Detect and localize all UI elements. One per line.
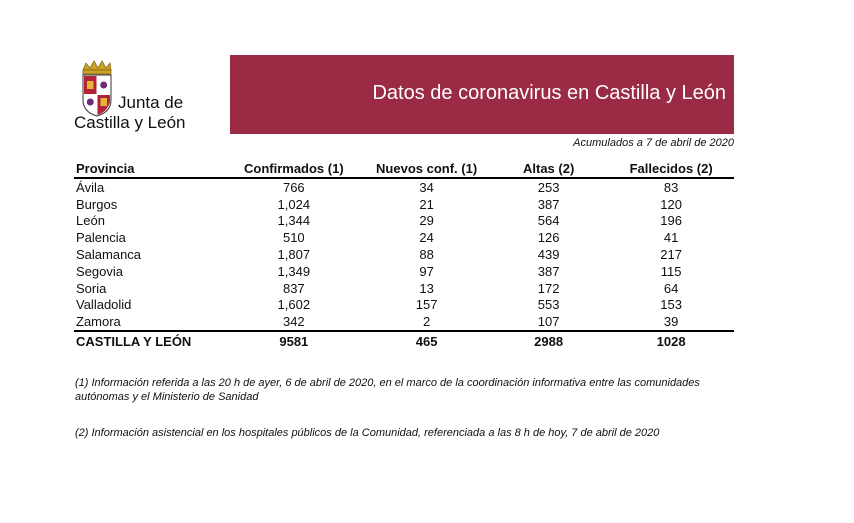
cell-nuevos: 34 bbox=[419, 179, 434, 195]
cell-altas: 564 bbox=[537, 213, 560, 229]
covid-data-table bbox=[74, 159, 734, 350]
junta-logo bbox=[72, 60, 202, 135]
cell-provincia: León bbox=[76, 213, 105, 229]
table-row bbox=[74, 196, 734, 213]
cell-confirmados: 342 bbox=[282, 314, 305, 330]
table-row bbox=[74, 178, 734, 196]
header-fallecidos: Fallecidos (2) bbox=[608, 159, 734, 178]
table-row bbox=[74, 313, 734, 331]
cell-nuevos: 13 bbox=[419, 280, 434, 296]
cell-fallecidos: 115 bbox=[660, 263, 682, 279]
cell-nuevos: 157 bbox=[415, 297, 438, 313]
cell-altas: 253 bbox=[537, 179, 560, 195]
cell-fallecidos: 153 bbox=[660, 297, 682, 313]
cell-nuevos: 24 bbox=[419, 230, 434, 246]
cell-provincia: Burgos bbox=[76, 196, 118, 212]
table-row bbox=[74, 263, 734, 280]
cell-fallecidos: 41 bbox=[663, 230, 679, 246]
cell-confirmados: 837 bbox=[282, 280, 305, 296]
table-row bbox=[74, 229, 734, 246]
total-nuevos: 465 bbox=[364, 331, 489, 350]
cell-fallecidos: 39 bbox=[663, 314, 679, 330]
total-fallecidos: 1028 bbox=[608, 331, 734, 350]
cell-provincia: Valladolid bbox=[76, 297, 132, 313]
header-altas: Altas (2) bbox=[489, 159, 608, 178]
cell-provincia: Ávila bbox=[76, 179, 105, 195]
cell-provincia: Zamora bbox=[76, 314, 121, 330]
date-subtitle: Acumulados a 7 de abril de 2020 bbox=[573, 137, 734, 149]
cell-confirmados: 510 bbox=[282, 230, 305, 246]
cell-fallecidos: 83 bbox=[663, 179, 679, 195]
cell-altas: 107 bbox=[537, 314, 560, 330]
cell-confirmados: 1,602 bbox=[277, 297, 311, 313]
cell-fallecidos: 196 bbox=[660, 213, 682, 229]
logo-text-line2: Castilla y León bbox=[74, 113, 186, 132]
title-banner bbox=[230, 55, 734, 134]
table-header-row bbox=[74, 159, 734, 178]
cell-nuevos: 2 bbox=[423, 314, 431, 330]
page-title: Datos de coronavirus en Castilla y León bbox=[372, 82, 726, 104]
cell-altas: 439 bbox=[537, 247, 560, 263]
cell-nuevos: 29 bbox=[419, 213, 434, 229]
table-row bbox=[74, 213, 734, 230]
table-row bbox=[74, 280, 734, 297]
cell-provincia: Soria bbox=[76, 280, 107, 296]
cell-nuevos: 97 bbox=[419, 263, 434, 279]
table-row bbox=[74, 246, 734, 263]
total-confirmados: 9581 bbox=[223, 331, 364, 350]
cell-confirmados: 1,344 bbox=[277, 213, 311, 229]
footnote-1: (1) Información referida a las 20 h de ayer, 6 de abril de 2020, en el marco de la coordinación informativa entre las comunidades autónomas y el Ministerio de Sanidad bbox=[75, 377, 700, 403]
cell-nuevos: 88 bbox=[419, 247, 434, 263]
cell-altas: 387 bbox=[537, 263, 560, 279]
cell-fallecidos: 120 bbox=[660, 196, 682, 212]
cell-provincia: Segovia bbox=[76, 263, 123, 279]
cell-fallecidos: 217 bbox=[660, 247, 682, 263]
cell-provincia: Salamanca bbox=[76, 247, 142, 263]
cell-altas: 553 bbox=[537, 297, 560, 313]
total-label: CASTILLA Y LEÓN bbox=[74, 331, 223, 350]
table-row bbox=[74, 297, 734, 314]
header-confirmados: Confirmados (1) bbox=[223, 159, 364, 178]
header-provincia: Provincia bbox=[74, 159, 223, 178]
logo-text-line1: Junta de bbox=[118, 93, 184, 112]
cell-altas: 387 bbox=[537, 196, 560, 212]
total-altas: 2988 bbox=[489, 331, 608, 350]
cell-altas: 172 bbox=[537, 280, 560, 296]
cell-confirmados: 766 bbox=[282, 179, 305, 195]
cell-altas: 126 bbox=[537, 230, 560, 246]
cell-confirmados: 1,807 bbox=[277, 247, 311, 263]
cell-provincia: Palencia bbox=[76, 230, 126, 246]
cell-nuevos: 21 bbox=[419, 196, 434, 212]
cell-confirmados: 1,024 bbox=[277, 196, 311, 212]
cell-confirmados: 1,349 bbox=[277, 263, 311, 279]
footnote-2: (2) Información asistencial en los hospitales públicos de la Comunidad, referenciada a las 8 h de hoy, 7 de abril de 2020 bbox=[75, 427, 660, 439]
coat-of-arms-icon bbox=[80, 60, 114, 118]
table-total-row bbox=[74, 331, 734, 350]
cell-fallecidos: 64 bbox=[663, 280, 679, 296]
header-nuevos: Nuevos conf. (1) bbox=[364, 159, 489, 178]
